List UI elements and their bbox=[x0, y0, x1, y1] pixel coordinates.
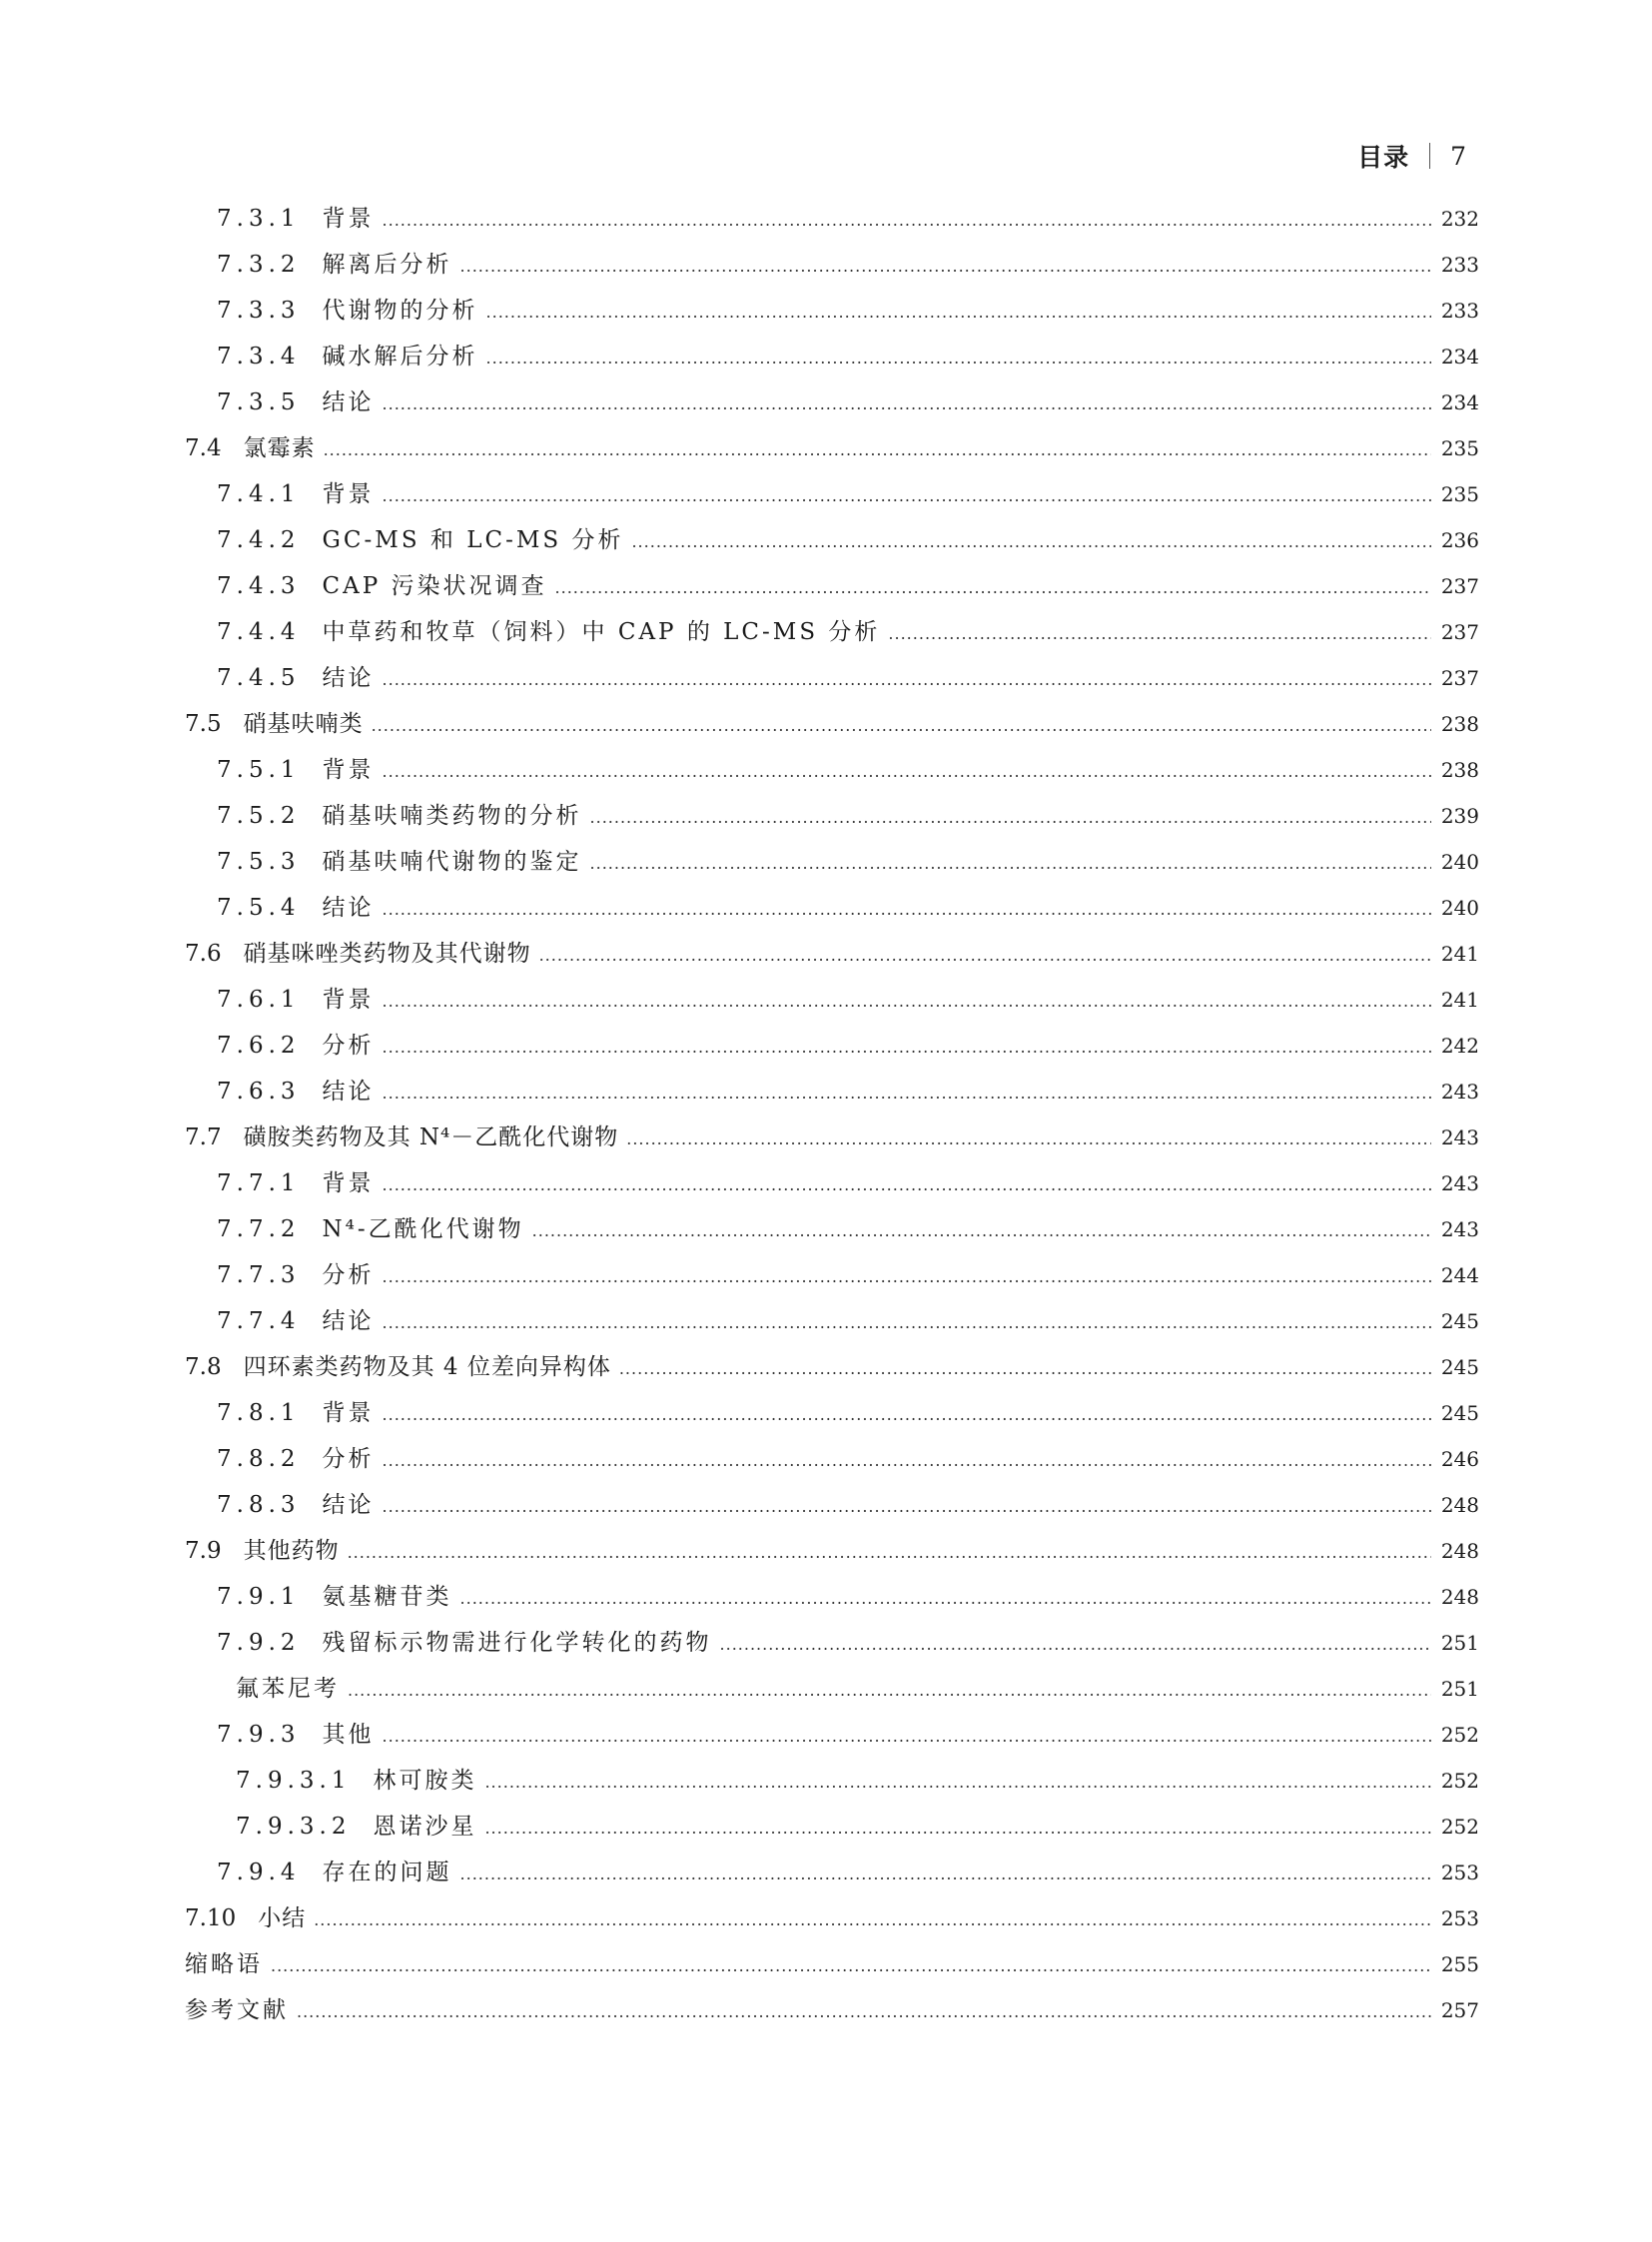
toc-entry-title: 硝基呋喃类 bbox=[243, 711, 364, 737]
toc-entry-page: 243 bbox=[1440, 1217, 1479, 1241]
leader-dots bbox=[383, 1438, 1431, 1484]
leader-dots bbox=[626, 1117, 1431, 1162]
leader-dots bbox=[383, 1254, 1431, 1300]
toc-entry-number: 7.5.2 bbox=[217, 803, 301, 829]
toc-entry-page: 241 bbox=[1440, 988, 1479, 1012]
toc-entry-page: 243 bbox=[1440, 1080, 1479, 1104]
leader-dots bbox=[460, 1852, 1431, 1897]
toc-entry-number: 7.6.3 bbox=[217, 1079, 301, 1105]
toc-entry[interactable] bbox=[185, 1023, 1479, 1069]
toc-entry-title: 结论 bbox=[322, 665, 375, 691]
toc-entry-page: 233 bbox=[1440, 299, 1479, 323]
toc-entry[interactable] bbox=[185, 242, 1479, 288]
toc-entry-page: 252 bbox=[1440, 1815, 1479, 1839]
toc-entry-number: 7.4.4 bbox=[217, 619, 301, 645]
toc-entry-page: 245 bbox=[1440, 1355, 1479, 1379]
leader-dots bbox=[460, 244, 1431, 290]
toc-entry-number: 7.7 bbox=[185, 1124, 222, 1150]
toc-entry[interactable] bbox=[185, 1115, 1479, 1160]
toc-entry[interactable] bbox=[185, 379, 1479, 425]
header-divider bbox=[1429, 143, 1430, 169]
leader-dots bbox=[383, 381, 1431, 427]
toc-entry-page: 248 bbox=[1440, 1585, 1479, 1609]
toc-entry-title: 存在的问题 bbox=[322, 1860, 452, 1885]
toc-entry[interactable] bbox=[185, 1850, 1479, 1895]
toc-entry[interactable] bbox=[185, 655, 1479, 701]
toc-entry-page: 244 bbox=[1440, 1263, 1479, 1287]
toc-entry-number: 7.9.3.1 bbox=[236, 1768, 352, 1794]
leader-dots bbox=[383, 979, 1431, 1025]
toc-entry-page: 233 bbox=[1440, 253, 1479, 277]
leader-dots bbox=[590, 841, 1431, 887]
toc-entry[interactable] bbox=[185, 425, 1479, 471]
toc-entry[interactable] bbox=[185, 1620, 1479, 1666]
toc-entry-page: 234 bbox=[1440, 345, 1479, 369]
toc-entry-title: 氯霉素 bbox=[243, 435, 316, 461]
toc-entry-title: 背景 bbox=[322, 1170, 375, 1196]
toc-entry-title: 结论 bbox=[322, 1492, 375, 1518]
toc-entry-page: 240 bbox=[1440, 850, 1479, 874]
toc-entry-page: 238 bbox=[1440, 712, 1479, 736]
toc-entry[interactable] bbox=[185, 196, 1479, 242]
toc-entry-number: 7.4.2 bbox=[217, 527, 301, 553]
toc-entry-title: 背景 bbox=[322, 481, 375, 507]
toc-entry-number: 7.7.2 bbox=[217, 1216, 301, 1242]
toc-entry-page: 237 bbox=[1440, 666, 1479, 690]
toc-entry-number: 7.6 bbox=[185, 941, 222, 967]
header-page-number: 7 bbox=[1450, 141, 1466, 171]
toc-entry[interactable] bbox=[185, 1712, 1479, 1758]
leader-dots bbox=[590, 795, 1431, 841]
leader-dots bbox=[484, 1806, 1431, 1852]
toc-entry-number: 7.10 bbox=[185, 1905, 237, 1931]
leader-dots bbox=[383, 198, 1431, 244]
toc-entry[interactable] bbox=[185, 1160, 1479, 1206]
toc-entry-title: 恩诺沙星 bbox=[373, 1814, 477, 1840]
toc-entry[interactable] bbox=[185, 747, 1479, 793]
toc-entry[interactable] bbox=[185, 701, 1479, 747]
toc-entry[interactable] bbox=[185, 977, 1479, 1023]
toc-entry-title: N⁴-乙酰化代谢物 bbox=[322, 1216, 524, 1242]
toc-entry-page: 245 bbox=[1440, 1401, 1479, 1425]
leader-dots bbox=[348, 1530, 1431, 1576]
toc-entry[interactable] bbox=[185, 885, 1479, 931]
leader-dots bbox=[383, 473, 1431, 519]
toc-entry-title: 结论 bbox=[322, 895, 375, 921]
toc-entry[interactable] bbox=[185, 1666, 1479, 1712]
leader-dots bbox=[383, 1484, 1431, 1530]
leader-dots bbox=[484, 1760, 1431, 1806]
leader-dots bbox=[383, 657, 1431, 703]
toc-entry[interactable] bbox=[185, 334, 1479, 379]
toc-entry[interactable] bbox=[185, 1436, 1479, 1482]
toc-entry-number: 7.8.2 bbox=[217, 1446, 301, 1472]
toc-entry[interactable] bbox=[185, 793, 1479, 839]
toc-entry-page: 238 bbox=[1440, 758, 1479, 782]
toc-entry-page: 252 bbox=[1440, 1723, 1479, 1747]
toc-entry-page: 243 bbox=[1440, 1171, 1479, 1195]
toc-entry[interactable] bbox=[185, 931, 1479, 977]
toc-entry-number: 7.6.2 bbox=[217, 1033, 301, 1059]
toc-entry-title: 结论 bbox=[322, 1079, 375, 1105]
toc-entry-page: 239 bbox=[1440, 804, 1479, 828]
toc-entry-title: 结论 bbox=[322, 389, 375, 415]
toc-entry-page: 235 bbox=[1440, 482, 1479, 506]
toc-entry-title: 背景 bbox=[322, 206, 375, 232]
toc-entry-title: 分析 bbox=[322, 1262, 375, 1288]
toc-entry-title: 缩略语 bbox=[185, 1951, 263, 1977]
leader-dots bbox=[383, 1300, 1431, 1346]
toc-entry-number: 7.5 bbox=[185, 711, 222, 737]
toc-entry[interactable] bbox=[185, 1804, 1479, 1850]
toc-entry-number: 7.6.1 bbox=[217, 987, 301, 1013]
toc-entry-page: 251 bbox=[1440, 1677, 1479, 1701]
toc-entry[interactable] bbox=[185, 517, 1479, 563]
toc-entry-page: 240 bbox=[1440, 896, 1479, 920]
toc-entry-number: 7.9.3 bbox=[217, 1722, 301, 1748]
toc-entry-title: 硝基咪唑类药物及其代谢物 bbox=[243, 941, 531, 967]
header-title: 目录 bbox=[1357, 143, 1410, 172]
leader-dots bbox=[631, 519, 1431, 565]
toc-entry-page: 248 bbox=[1440, 1539, 1479, 1563]
toc-entry[interactable] bbox=[185, 1298, 1479, 1344]
toc-entry-number: 7.3.5 bbox=[217, 389, 301, 415]
toc-entry[interactable] bbox=[185, 1069, 1479, 1115]
toc-entry-number: 7.7.1 bbox=[217, 1170, 301, 1196]
leader-dots bbox=[314, 1897, 1431, 1943]
toc-entry-title: 氟苯尼考 bbox=[236, 1676, 340, 1702]
toc-entry[interactable] bbox=[185, 1390, 1479, 1436]
toc-entry-page: 246 bbox=[1440, 1447, 1479, 1471]
toc-entry-title: 四环素类药物及其 4 位差向异构体 bbox=[243, 1354, 611, 1380]
toc-entry-page: 253 bbox=[1440, 1906, 1479, 1930]
toc-entry-number: 7.3.1 bbox=[217, 206, 301, 232]
toc-entry-page: 235 bbox=[1440, 436, 1479, 460]
toc-entry-number: 7.3.2 bbox=[217, 252, 301, 278]
leader-dots bbox=[372, 703, 1431, 749]
toc-entry-title: 背景 bbox=[322, 987, 375, 1013]
toc-entry-title: 硝基呋喃类药物的分析 bbox=[322, 803, 582, 829]
table-of-contents bbox=[185, 196, 1479, 2033]
toc-entry-number: 7.4.1 bbox=[217, 481, 301, 507]
toc-entry-number: 7.9.4 bbox=[217, 1860, 301, 1885]
toc-entry-page: 255 bbox=[1440, 1952, 1479, 1976]
leader-dots bbox=[271, 1943, 1431, 1989]
leader-dots bbox=[460, 1576, 1431, 1622]
toc-entry-number: 7.5.4 bbox=[217, 895, 301, 921]
toc-entry-number: 7.9.2 bbox=[217, 1630, 301, 1656]
toc-entry[interactable] bbox=[185, 1206, 1479, 1252]
leader-dots bbox=[486, 290, 1431, 336]
toc-entry-number: 7.4.3 bbox=[217, 573, 301, 599]
leader-dots bbox=[720, 1622, 1431, 1668]
toc-entry-title: CAP 污染状况调查 bbox=[322, 573, 547, 599]
leader-dots bbox=[619, 1346, 1431, 1392]
toc-entry[interactable] bbox=[185, 1528, 1479, 1574]
toc-entry[interactable] bbox=[185, 1482, 1479, 1528]
toc-entry-title: 其他药物 bbox=[243, 1538, 340, 1564]
toc-entry-page: 251 bbox=[1440, 1631, 1479, 1655]
toc-entry-title: 残留标示物需进行化学转化的药物 bbox=[322, 1630, 712, 1656]
leader-dots bbox=[383, 1392, 1431, 1438]
toc-entry[interactable] bbox=[185, 563, 1479, 609]
toc-entry-page: 237 bbox=[1440, 620, 1479, 644]
toc-entry-number: 7.9 bbox=[185, 1538, 222, 1564]
toc-entry-title: 碱水解后分析 bbox=[322, 344, 478, 370]
toc-entry[interactable] bbox=[185, 1758, 1479, 1804]
toc-entry-number: 7.9.1 bbox=[217, 1584, 301, 1610]
leader-dots bbox=[383, 1071, 1431, 1117]
toc-entry-page: 245 bbox=[1440, 1309, 1479, 1333]
toc-entry-number: 7.8.1 bbox=[217, 1400, 301, 1426]
toc-entry-page: 248 bbox=[1440, 1493, 1479, 1517]
toc-entry-number: 7.8 bbox=[185, 1354, 222, 1380]
leader-dots bbox=[383, 749, 1431, 795]
toc-entry-title: 分析 bbox=[322, 1033, 375, 1059]
leader-dots bbox=[383, 1162, 1431, 1208]
toc-entry-title: 其他 bbox=[322, 1722, 375, 1748]
running-header bbox=[1357, 138, 1466, 174]
toc-entry-number: 7.3.3 bbox=[217, 298, 301, 324]
leader-dots bbox=[324, 427, 1431, 473]
toc-entry-page: 241 bbox=[1440, 942, 1479, 966]
toc-entry-page: 242 bbox=[1440, 1034, 1479, 1058]
toc-entry-title: 结论 bbox=[322, 1308, 375, 1334]
toc-entry[interactable] bbox=[185, 1252, 1479, 1298]
toc-entry-page: 232 bbox=[1440, 207, 1479, 231]
leader-dots bbox=[383, 887, 1431, 933]
leader-dots bbox=[532, 1208, 1431, 1254]
leader-dots bbox=[888, 611, 1431, 657]
toc-entry-page: 236 bbox=[1440, 528, 1479, 552]
toc-entry-number: 7.5.3 bbox=[217, 849, 301, 875]
toc-entry[interactable] bbox=[185, 609, 1479, 655]
toc-entry-title: 背景 bbox=[322, 757, 375, 783]
leader-dots bbox=[486, 336, 1431, 381]
toc-entry[interactable] bbox=[185, 1344, 1479, 1390]
toc-entry-title: 氨基糖苷类 bbox=[322, 1584, 452, 1610]
toc-entry-number: 7.4.5 bbox=[217, 665, 301, 691]
toc-entry-title: 分析 bbox=[322, 1446, 375, 1472]
toc-entry-title: GC-MS 和 LC-MS 分析 bbox=[322, 527, 624, 553]
toc-entry-title: 解离后分析 bbox=[322, 252, 452, 278]
toc-entry-title: 硝基呋喃代谢物的鉴定 bbox=[322, 849, 582, 875]
toc-entry-title: 小结 bbox=[258, 1905, 307, 1931]
toc-entry-number: 7.7.4 bbox=[217, 1308, 301, 1334]
toc-entry-number: 7.4 bbox=[185, 435, 222, 461]
toc-entry-title: 中草药和牧草（饲料）中 CAP 的 LC-MS 分析 bbox=[322, 619, 881, 645]
toc-entry-number: 7.7.3 bbox=[217, 1262, 301, 1288]
toc-entry-page: 253 bbox=[1440, 1861, 1479, 1884]
toc-entry-page: 243 bbox=[1440, 1125, 1479, 1149]
toc-entry-number: 7.3.4 bbox=[217, 344, 301, 370]
toc-entry[interactable] bbox=[185, 1941, 1479, 1987]
toc-entry-number: 7.8.3 bbox=[217, 1492, 301, 1518]
toc-entry-title: 林可胺类 bbox=[373, 1768, 477, 1794]
toc-entry[interactable] bbox=[185, 1987, 1479, 2033]
toc-entry-title: 磺胺类药物及其 N⁴－乙酰化代谢物 bbox=[243, 1124, 619, 1150]
toc-entry[interactable] bbox=[185, 288, 1479, 334]
toc-entry-number: 7.5.1 bbox=[217, 757, 301, 783]
toc-entry-title: 参考文献 bbox=[185, 1997, 289, 2023]
toc-entry-title: 代谢物的分析 bbox=[322, 298, 478, 324]
toc-entry[interactable] bbox=[185, 471, 1479, 517]
leader-dots bbox=[297, 1989, 1431, 2035]
leader-dots bbox=[383, 1025, 1431, 1071]
toc-entry-page: 234 bbox=[1440, 390, 1479, 414]
toc-entry[interactable] bbox=[185, 1895, 1479, 1941]
leader-dots bbox=[555, 565, 1431, 611]
toc-entry-page: 252 bbox=[1440, 1769, 1479, 1793]
toc-entry-title: 背景 bbox=[322, 1400, 375, 1426]
toc-entry-page: 257 bbox=[1440, 1998, 1479, 2022]
leader-dots bbox=[539, 933, 1431, 979]
toc-entry-number: 7.9.3.2 bbox=[236, 1814, 352, 1840]
toc-entry[interactable] bbox=[185, 839, 1479, 885]
toc-entry[interactable] bbox=[185, 1574, 1479, 1620]
leader-dots bbox=[348, 1668, 1431, 1714]
leader-dots bbox=[383, 1714, 1431, 1760]
toc-entry-page: 237 bbox=[1440, 574, 1479, 598]
